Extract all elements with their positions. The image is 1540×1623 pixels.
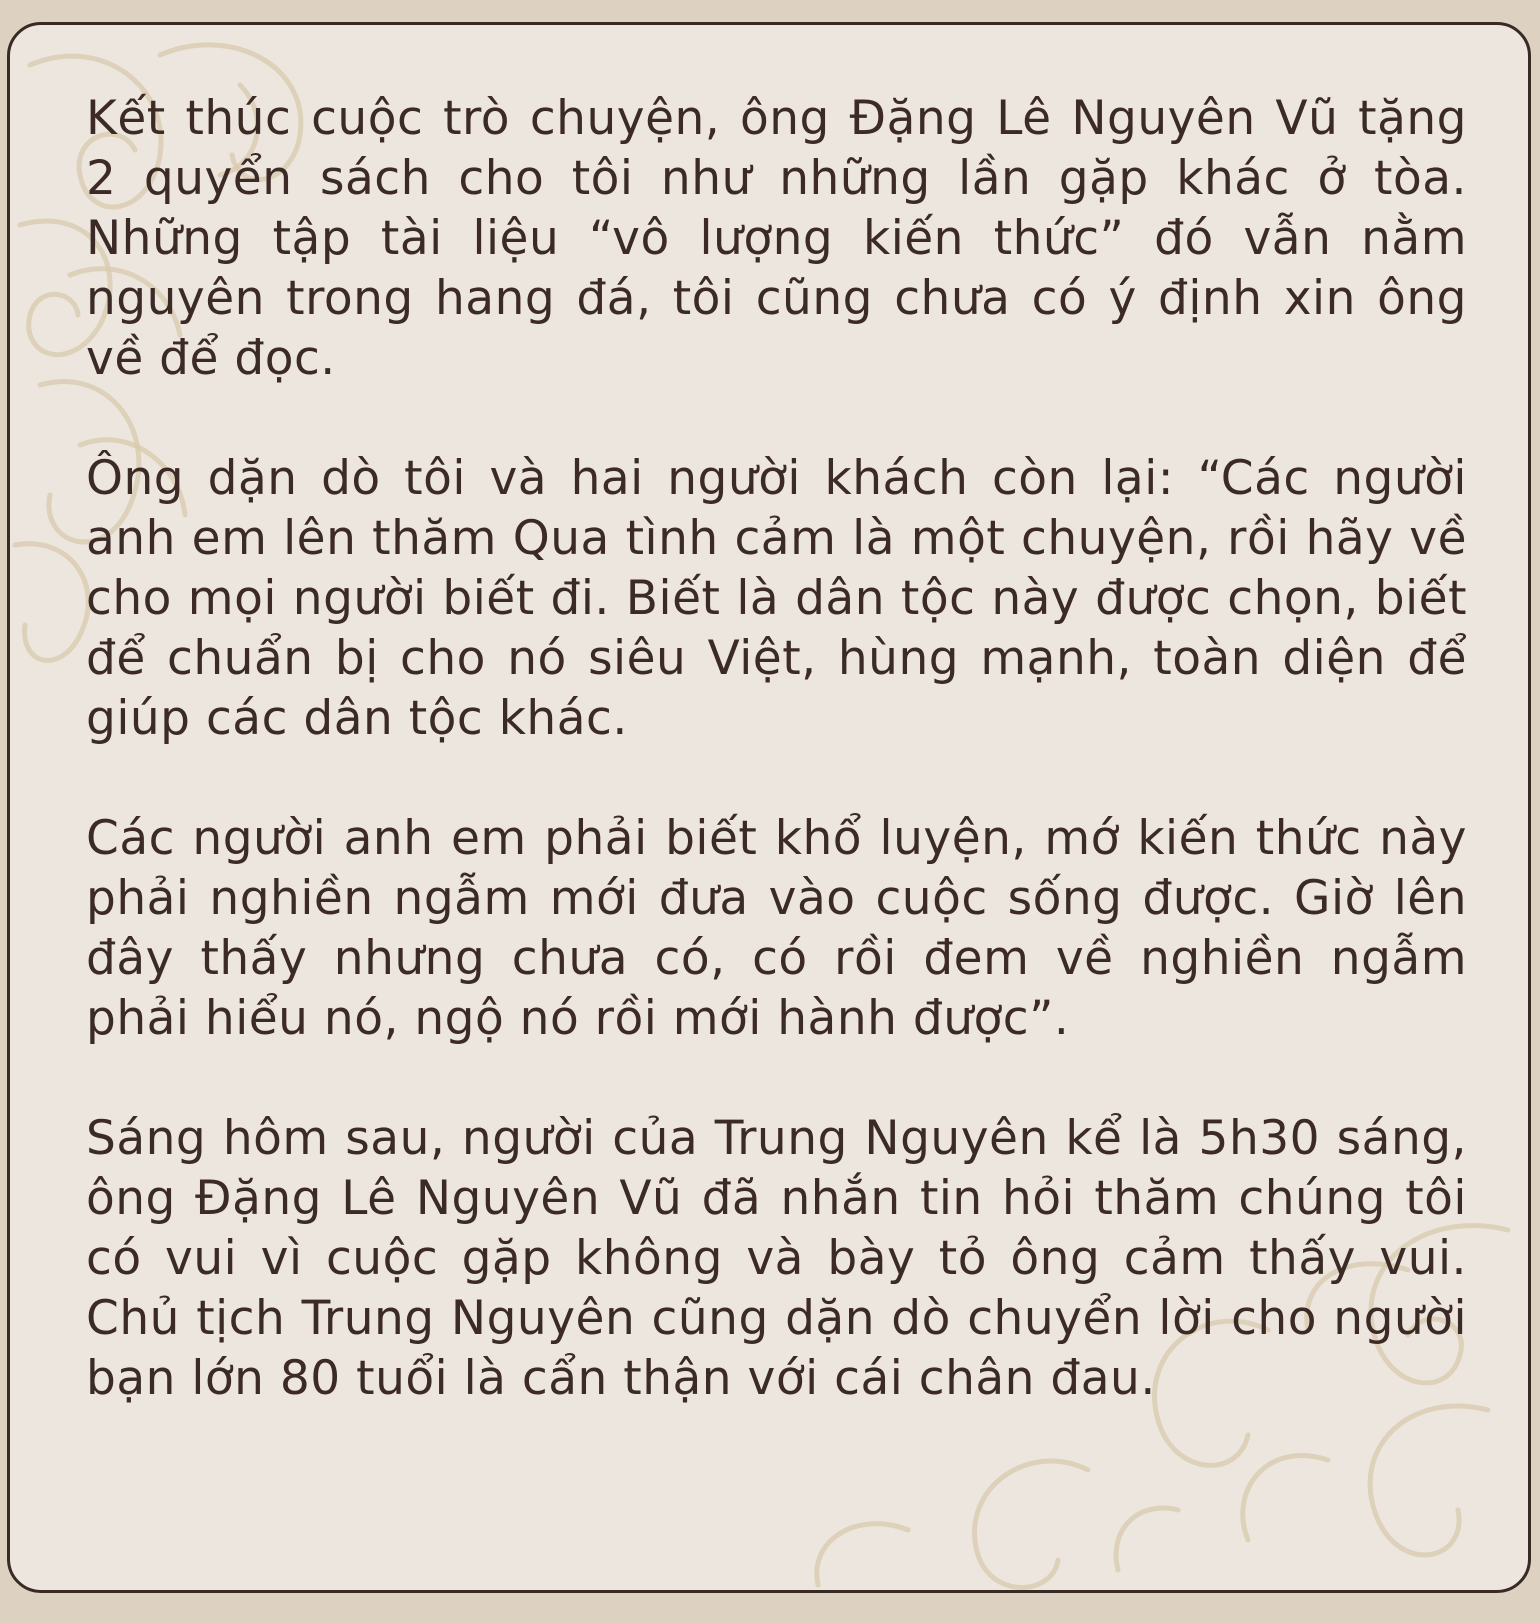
paragraph: Sáng hôm sau, người của Trung Nguyên kể là 5h30 sáng, ông Đặng Lê Nguyên Vũ đã nhắn tin hỏi thăm chúng tôi có vui vì cuộc gặp không và bày tỏ ông cảm thấy vui. Chủ tịch Trung Nguyên cũng dặn dò chuyển lời cho người bạn lớn 80 tuổi là cẩn thận với cái chân đau. xyxy=(86,1111,1467,1406)
paragraph: Kết thúc cuộc trò chuyện, ông Đặng Lê Nguyên Vũ tặng 2 quyển sách cho tôi như những lần gặp khác ở tòa. Những tập tài liệu “vô lượng kiến thức” đó vẫn nằm nguyên trong hang đá, tôi cũng chưa có ý định xin ông về để đọc. xyxy=(86,91,1467,386)
article-card xyxy=(7,22,1531,1593)
paragraph: Các người anh em phải biết khổ luyện, mớ kiến thức này phải nghiền ngẫm mới đưa vào cuộc sống được. Giờ lên đây thấy nhưng chưa có, có rồi đem về nghiền ngẫm phải hiểu nó, ngộ nó rồi mới hành được”. xyxy=(86,811,1467,1046)
paragraph: Ông dặn dò tôi và hai người khách còn lại: “Các người anh em lên thăm Qua tình cảm là một chuyện, rồi hãy về cho mọi người biết đi. Biết là dân tộc này được chọn, biết để chuẩn bị cho nó siêu Việt, hùng mạnh, toàn diện để giúp các dân tộc khác. xyxy=(86,451,1467,746)
article-body xyxy=(86,89,1467,1409)
